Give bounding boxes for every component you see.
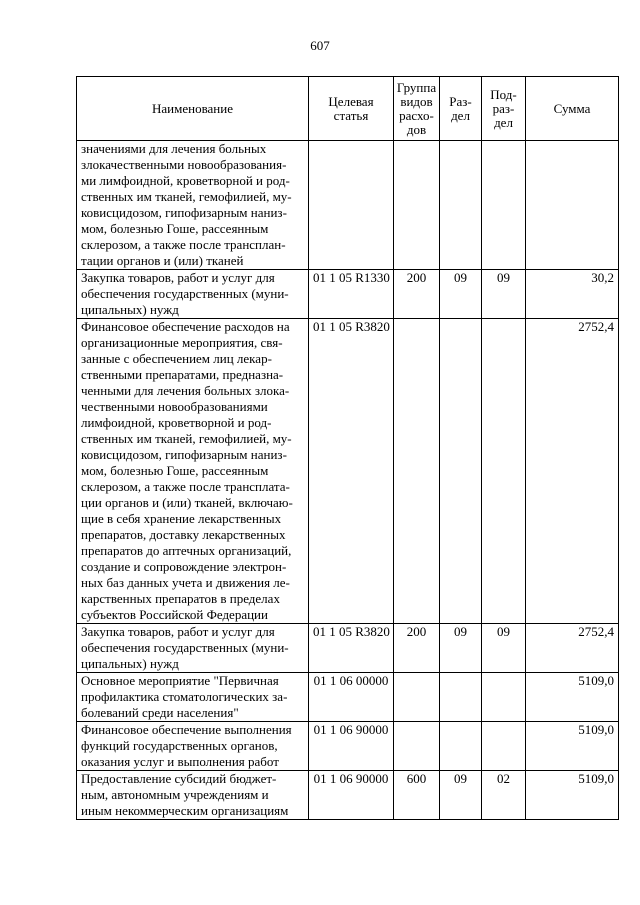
cell-expense-group: 200	[394, 270, 440, 319]
cell-expense-group: 200	[394, 624, 440, 673]
header-expense-group-line: дов	[406, 121, 427, 137]
cell-target-article: 01 1 06 90000	[309, 771, 394, 820]
cell-sum: 5109,0	[526, 771, 619, 820]
header-section	[440, 77, 482, 141]
cell-sum: 5109,0	[526, 673, 619, 722]
cell-name-line: препаратов до аптечных организаций,	[81, 543, 292, 558]
cell-sum: 2752,4	[526, 624, 619, 673]
cell-name-line: Предоставление субсидий бюджет-	[81, 771, 277, 786]
cell-target-article	[309, 141, 394, 270]
cell-target-article: 01 1 05 R1330	[309, 270, 394, 319]
cell-name-line: создание и сопровождение электрон-	[81, 559, 287, 574]
cell-name-line: ции органов и (или) тканей, включаю-	[81, 495, 293, 510]
cell-name	[77, 673, 309, 722]
cell-subsection	[482, 722, 526, 771]
header-expense-group-line: Группа	[396, 79, 437, 95]
cell-target-article: 01 1 05 R3820	[309, 624, 394, 673]
cell-sum: 30,2	[526, 270, 619, 319]
cell-expense-group	[394, 673, 440, 722]
cell-section	[440, 722, 482, 771]
cell-name	[77, 319, 309, 624]
cell-name-line: лимфоидной, кроветворной и род-	[81, 415, 272, 430]
cell-expense-group	[394, 141, 440, 270]
cell-name-line: функций государственных органов,	[81, 738, 278, 753]
header-name	[77, 77, 309, 141]
header-subsection-line: Под-	[490, 86, 517, 102]
table-row	[77, 673, 619, 722]
cell-name-line: склерозом, а также после трансплан-	[81, 237, 286, 252]
budget-table	[76, 76, 619, 820]
cell-name	[77, 771, 309, 820]
cell-section: 09	[440, 771, 482, 820]
cell-name-line: оказания услуг и выполнения работ	[81, 754, 279, 769]
cell-subsection: 02	[482, 771, 526, 820]
cell-name-line: профилактика стоматологических за-	[81, 689, 288, 704]
cell-name-line: тации органов и (или) тканей	[81, 253, 244, 268]
cell-name-line: ковисцидозом, гипофизарным наниз-	[81, 447, 287, 462]
cell-subsection	[482, 319, 526, 624]
cell-name-line: болеваний среди населения"	[81, 705, 239, 720]
table-row	[77, 624, 619, 673]
cell-section: 09	[440, 270, 482, 319]
cell-name-line: обеспечения государственных (муни-	[81, 640, 289, 655]
cell-name-line: Закупка товаров, работ и услуг для	[81, 270, 275, 285]
cell-name-line: обеспечения государственных (муни-	[81, 286, 289, 301]
cell-target-article: 01 1 06 90000	[309, 722, 394, 771]
cell-name-line: Закупка товаров, работ и услуг для	[81, 624, 275, 639]
cell-name-line: ципальных) нужд	[81, 656, 179, 671]
cell-name-line: ных баз данных учета и движения ле-	[81, 575, 290, 590]
cell-subsection	[482, 141, 526, 270]
header-expense-group-line: расхо-	[399, 107, 434, 123]
cell-name-line: организационные мероприятия, свя-	[81, 335, 283, 350]
cell-name-line: ственных им тканей, гемофилией, му-	[81, 189, 292, 204]
cell-section	[440, 141, 482, 270]
cell-sum: 5109,0	[526, 722, 619, 771]
cell-name-line: ственных им тканей, гемофилией, му-	[81, 431, 292, 446]
header-sum	[526, 77, 619, 141]
cell-section: 09	[440, 624, 482, 673]
table-row	[77, 141, 619, 270]
cell-expense-group: 600	[394, 771, 440, 820]
cell-sum	[526, 141, 619, 270]
cell-name-line: карственных препаратов в пределах	[81, 591, 280, 606]
header-name-line: Наименование	[152, 100, 233, 116]
cell-name-line: мом, болезнью Гоше, рассеянным	[81, 463, 269, 478]
cell-name-line: иным некоммерческим организациям	[81, 803, 289, 818]
cell-subsection: 09	[482, 270, 526, 319]
table-row	[77, 722, 619, 771]
cell-name	[77, 722, 309, 771]
cell-name-line: ным, автономным учреждениям и	[81, 787, 269, 802]
cell-name-line: занные с обеспечением лиц лекар-	[81, 351, 272, 366]
header-expense-group-line: видов	[400, 93, 433, 109]
cell-name-line: препаратов, доставку лекарственных	[81, 527, 286, 542]
cell-target-article: 01 1 05 R3820	[309, 319, 394, 624]
cell-name-line: Финансовое обеспечение расходов на	[81, 319, 290, 334]
cell-name-line: чественными новообразованиями	[81, 399, 268, 414]
cell-section	[440, 673, 482, 722]
table-row	[77, 771, 619, 820]
header-sum-line: Сумма	[553, 100, 591, 116]
cell-name	[77, 270, 309, 319]
cell-subsection	[482, 673, 526, 722]
header-target-article	[309, 77, 394, 141]
cell-name-line: значениями для лечения больных	[81, 141, 267, 156]
cell-name-line: ченными для лечения больных злока-	[81, 383, 290, 398]
cell-section	[440, 319, 482, 624]
cell-name	[77, 141, 309, 270]
table-body	[77, 141, 619, 820]
cell-name-line: ковисцидозом, гипофизарным наниз-	[81, 205, 287, 220]
header-expense-group	[394, 77, 440, 141]
page-number: 607	[310, 38, 330, 53]
cell-name-line: субъектов Российской Федерации	[81, 607, 268, 622]
cell-name-line: ственными препаратами, предназна-	[81, 367, 284, 382]
cell-name-line: ми лимфоидной, кроветворной и род-	[81, 173, 290, 188]
header-target-article-line: статья	[333, 107, 369, 123]
cell-name-line: злокачественными новообразования-	[81, 157, 287, 172]
cell-name-line: склерозом, а также после трансплата-	[81, 479, 290, 494]
cell-expense-group	[394, 722, 440, 771]
header-subsection-line: дел	[494, 114, 513, 130]
header-subsection	[482, 77, 526, 141]
cell-name-line: Основное мероприятие "Первичная	[81, 673, 279, 688]
cell-name-line: мом, болезнью Гоше, рассеянным	[81, 221, 269, 236]
header-section-line: дел	[451, 107, 470, 123]
cell-name-line: Финансовое обеспечение выполнения	[81, 722, 292, 737]
cell-name-line: ципальных) нужд	[81, 302, 179, 317]
cell-subsection: 09	[482, 624, 526, 673]
table-row	[77, 319, 619, 624]
header-section-line: Раз-	[449, 93, 472, 109]
table-header-row	[77, 77, 619, 141]
cell-name-line: щие в себя хранение лекарственных	[81, 511, 282, 526]
cell-expense-group	[394, 319, 440, 624]
cell-sum: 2752,4	[526, 319, 619, 624]
cell-name	[77, 624, 309, 673]
header-target-article-line: Целевая	[328, 93, 374, 109]
table-row	[77, 270, 619, 319]
cell-target-article: 01 1 06 00000	[309, 673, 394, 722]
header-subsection-line: раз-	[492, 100, 515, 116]
